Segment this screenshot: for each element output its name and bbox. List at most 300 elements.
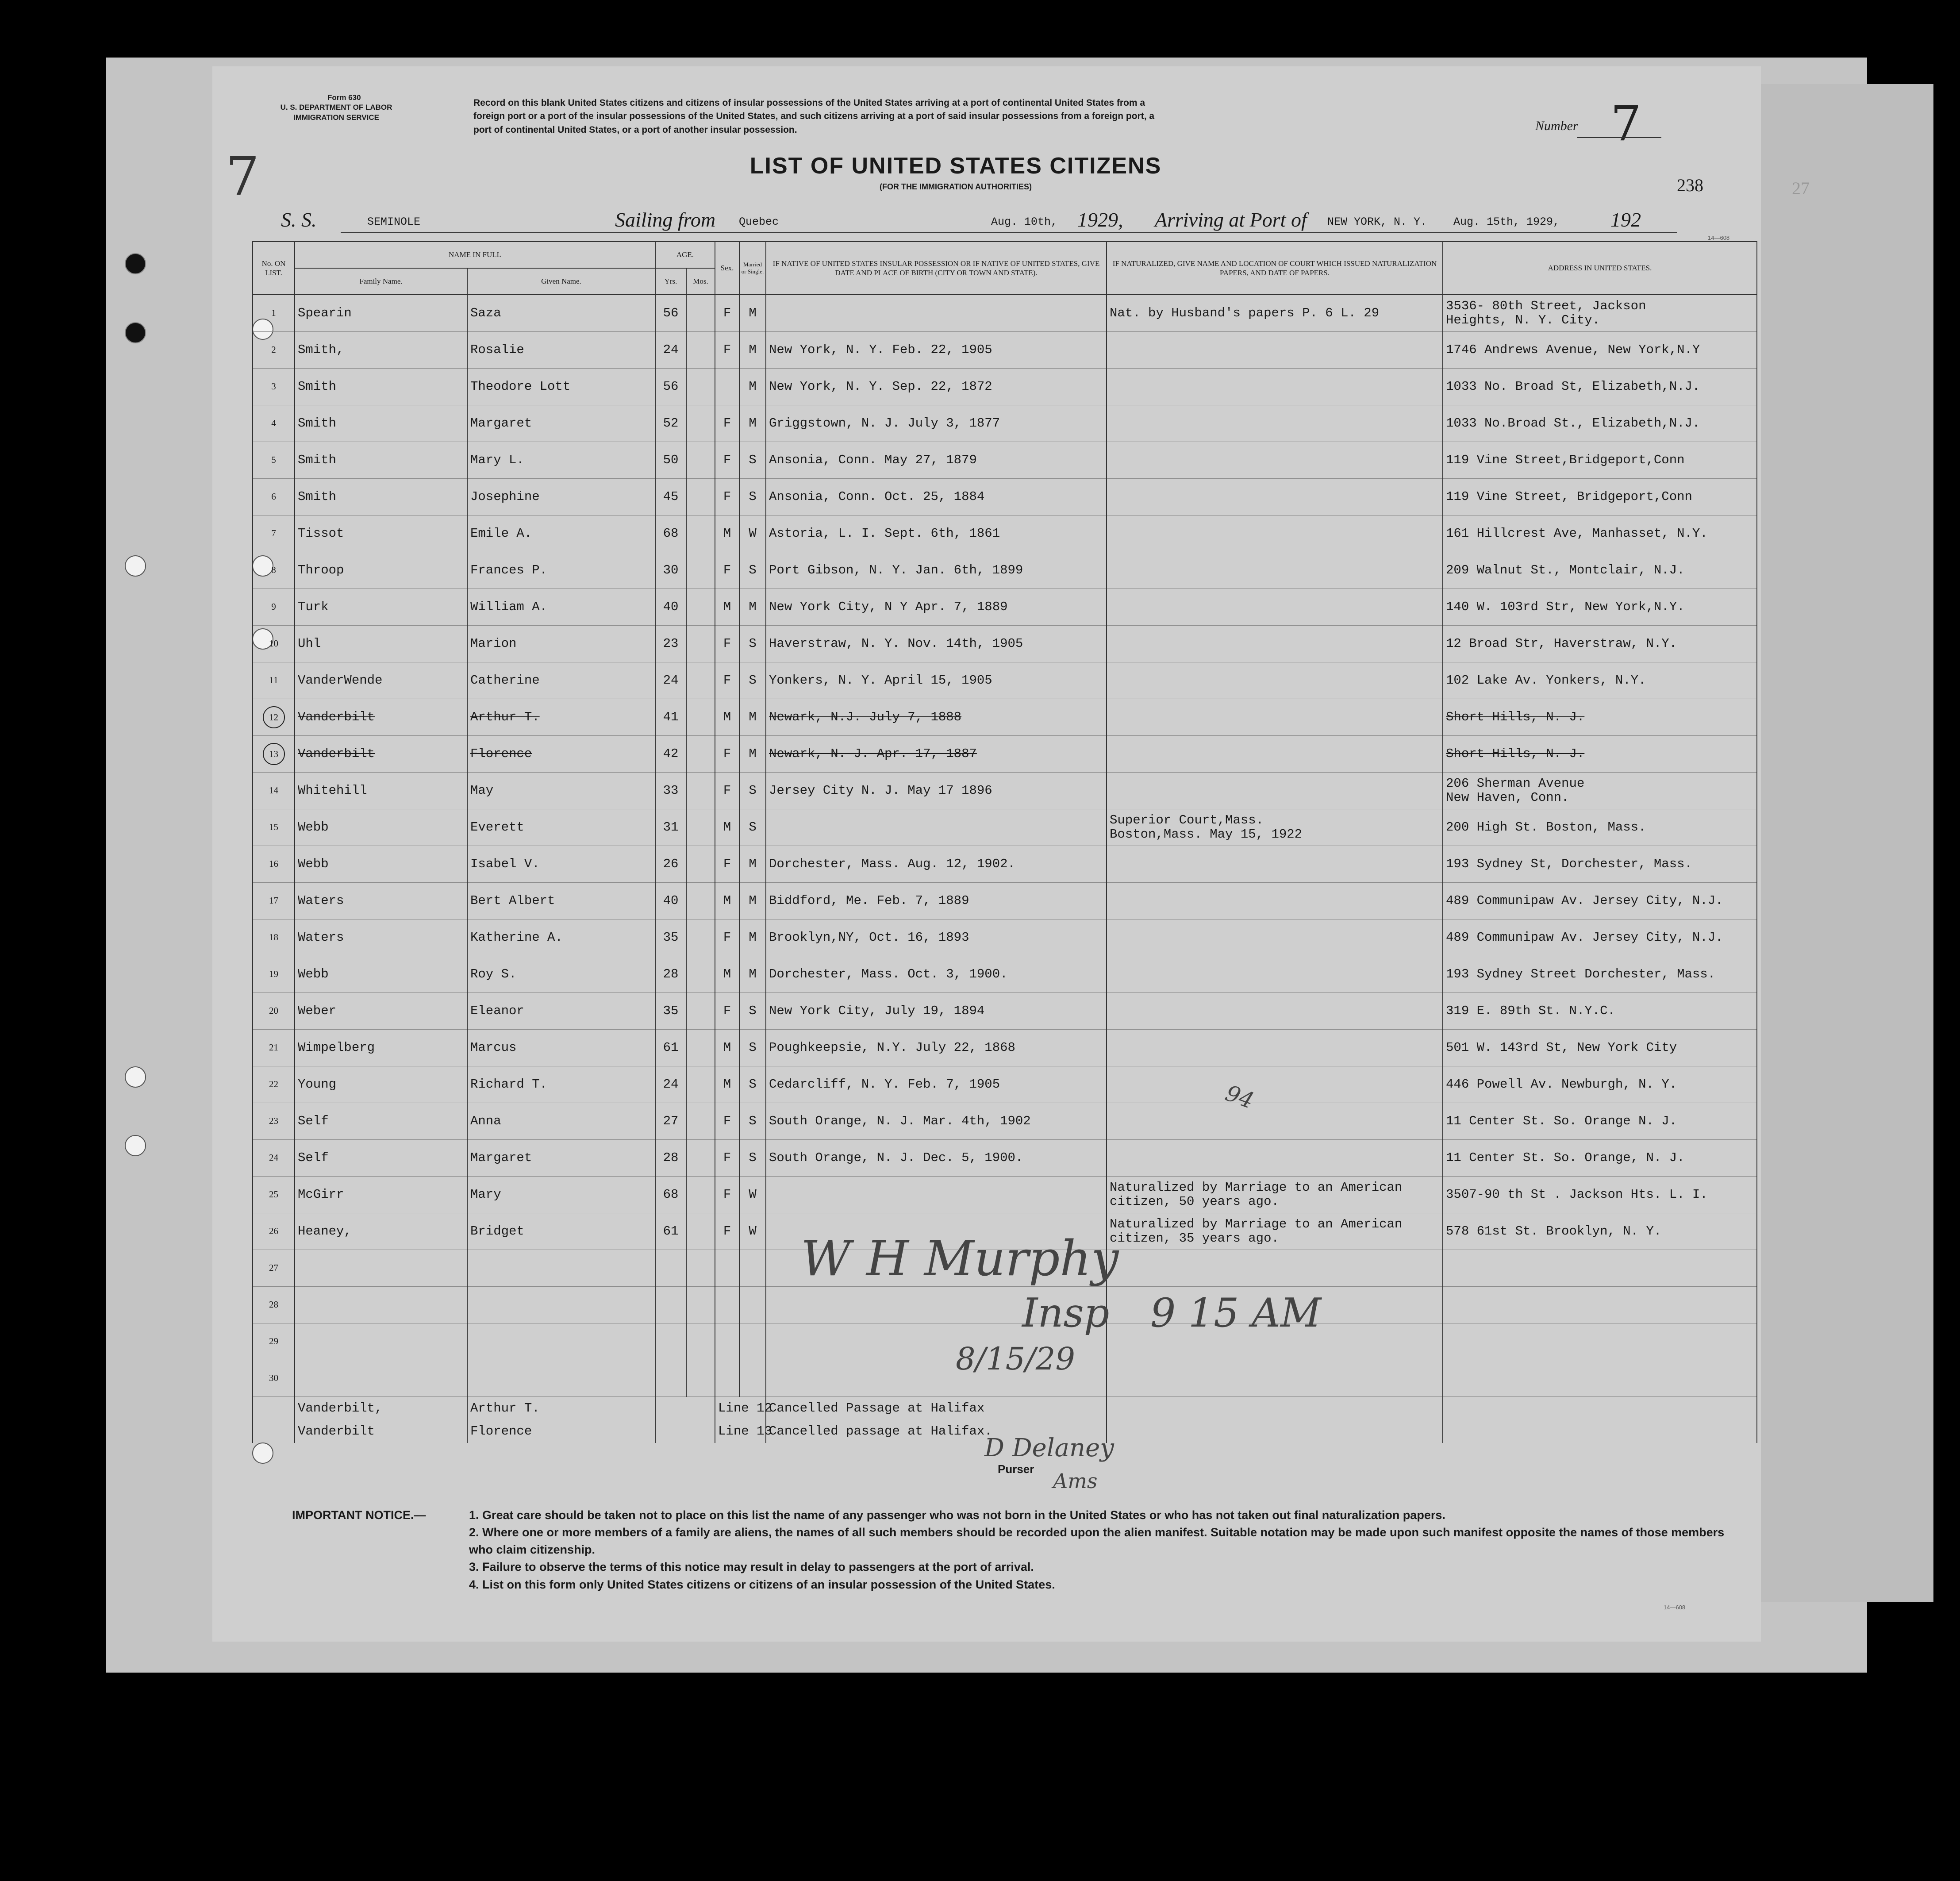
sex [715, 846, 739, 883]
birth-place-date [766, 1030, 1107, 1066]
age-years [655, 405, 686, 442]
age-months [686, 442, 715, 479]
marital-status-text: S [749, 563, 757, 578]
us-address [1443, 589, 1757, 626]
given-name [467, 883, 655, 919]
row-number [253, 515, 295, 552]
given-name [467, 1287, 655, 1323]
birth-place-date [766, 515, 1107, 552]
sex-text: F [723, 1224, 731, 1239]
sex [715, 699, 739, 736]
table-row [253, 332, 1757, 369]
family-name [295, 552, 467, 589]
given-name [467, 1360, 655, 1397]
given-name-text: Emile A. [470, 526, 532, 541]
naturalization [1107, 515, 1443, 552]
marital-status-text: S [749, 489, 757, 504]
given-name [467, 809, 655, 846]
us-address [1443, 1140, 1757, 1177]
marital-status [739, 1323, 766, 1360]
naturalization [1107, 405, 1443, 442]
table-row [253, 883, 1757, 919]
family-name [295, 1360, 467, 1397]
family-name-text: Heaney, [298, 1224, 352, 1239]
sex-text: F [723, 306, 731, 321]
age-years-text: 41 [663, 710, 679, 725]
us-address [1443, 993, 1757, 1030]
age-years-text: 61 [663, 1040, 679, 1055]
age-months [686, 515, 715, 552]
family-name-text: Smith, [298, 342, 344, 358]
instructions [473, 96, 1482, 137]
given-name-text: Marcus [470, 1040, 517, 1055]
age-years-text: 24 [663, 673, 679, 688]
given-name-text: Mary L. [470, 453, 524, 468]
age-years [655, 1213, 686, 1250]
naturalization [1107, 1140, 1443, 1177]
row-number-text: 9 [271, 601, 276, 612]
age-months [686, 1287, 715, 1323]
given-name [467, 1103, 655, 1140]
sex [715, 956, 739, 993]
naturalization [1107, 662, 1443, 699]
age-months [686, 993, 715, 1030]
given-name-text: Eleanor [470, 1004, 524, 1019]
table-row [253, 773, 1757, 809]
row-number [253, 626, 295, 662]
ss-label: S. S. [281, 208, 317, 231]
given-name [467, 919, 655, 956]
stamp-number: 94 [1222, 1080, 1257, 1114]
service: IMMIGRATION SERVICE [293, 113, 379, 122]
marital-status-text: S [749, 673, 757, 688]
given-name [467, 626, 655, 662]
cancel-line: Line 13 [715, 1420, 766, 1443]
birth-place-date-text: Yonkers, N. Y. April 15, 1905 [769, 673, 992, 688]
family-name [295, 589, 467, 626]
row-number-text: 26 [269, 1226, 278, 1237]
age-years [655, 1250, 686, 1287]
marital-status-text: M [749, 967, 757, 982]
age-months [686, 883, 715, 919]
us-address-text: 1033 No. Broad St, Elizabeth,N.J. [1446, 379, 1700, 394]
age-years-text: 35 [663, 930, 679, 945]
form-id [327, 93, 361, 103]
year-from: 1929, [1077, 208, 1123, 231]
birth-place-date-text: Biddford, Me. Feb. 7, 1889 [769, 893, 969, 908]
us-address [1443, 699, 1757, 736]
form-number: Form 630 [327, 93, 361, 102]
marital-status-text: M [749, 342, 757, 358]
age-months [686, 332, 715, 369]
col-mos: Mos. [686, 268, 715, 295]
marital-status [739, 1287, 766, 1323]
us-address [1443, 1103, 1757, 1140]
row-number-text: 12 [263, 706, 285, 728]
naturalization [1107, 956, 1443, 993]
given-name [467, 993, 655, 1030]
row-number [253, 1177, 295, 1213]
sex-text: M [723, 600, 731, 615]
us-address-text: 3536- 80th Street, Jackson [1446, 299, 1646, 314]
age-years [655, 883, 686, 919]
cancel-spacer [655, 1420, 715, 1443]
given-name [467, 699, 655, 736]
age-years [655, 956, 686, 993]
given-name [467, 405, 655, 442]
marital-status-text: M [749, 710, 757, 725]
naturalization [1107, 552, 1443, 589]
table-row [253, 809, 1757, 846]
row-number-text: 4 [271, 418, 276, 429]
birth-place-date [766, 809, 1107, 846]
row-number [253, 883, 295, 919]
family-name-text: Self [298, 1114, 329, 1129]
naturalization [1107, 442, 1443, 479]
naturalization [1107, 809, 1443, 846]
table-row [253, 442, 1757, 479]
age-months [686, 846, 715, 883]
given-name [467, 1140, 655, 1177]
given-name-text: Katherine A. [470, 930, 563, 945]
given-name [467, 515, 655, 552]
family-name-text: Smith [298, 489, 337, 504]
margin-handwritten-mark: 7 [226, 146, 260, 208]
row-number-text: 10 [269, 638, 278, 649]
us-address-text: 501 W. 143rd St, New York City [1446, 1040, 1677, 1055]
marital-status-text: S [749, 1040, 757, 1055]
marital-status [739, 1103, 766, 1140]
us-address-text: 193 Sydney St, Dorchester, Mass. [1446, 857, 1692, 872]
sex [715, 1213, 739, 1250]
us-address-text: 3507-90 th St . Jackson Hts. L. I. [1446, 1187, 1708, 1202]
given-name-text: Richard T. [470, 1077, 548, 1092]
voyage-underline [341, 232, 1677, 233]
birth-place-date [766, 919, 1107, 956]
family-name-text: Uhl [298, 636, 321, 651]
naturalization [1107, 1360, 1443, 1397]
naturalization [1107, 1103, 1443, 1140]
us-address [1443, 1287, 1757, 1323]
marital-status [739, 405, 766, 442]
family-name [295, 515, 467, 552]
purser-mark: Ams [1053, 1469, 1098, 1493]
birth-place-date [766, 626, 1107, 662]
table-row [253, 405, 1757, 442]
sex [715, 589, 739, 626]
age-years-text: 26 [663, 857, 679, 872]
footer-code: 14—608 [1664, 1604, 1686, 1611]
naturalization [1107, 883, 1443, 919]
age-years [655, 552, 686, 589]
row-number [253, 846, 295, 883]
row-number-text: 30 [269, 1373, 278, 1384]
given-name-text: Josephine [470, 489, 540, 504]
naturalization [1107, 993, 1443, 1030]
age-years [655, 479, 686, 515]
table-row [253, 993, 1757, 1030]
cancel-family: Vanderbilt, [295, 1397, 467, 1420]
instruction-line: foreign port or a port of the insular possessions of the United States, and such citizens arriving at a port of said insular possessions from a foreign port, a [473, 111, 1155, 122]
cancel-family: Vanderbilt [295, 1420, 467, 1443]
us-address [1443, 736, 1757, 773]
sex-text: F [723, 342, 731, 358]
family-name-text: Spearin [298, 306, 352, 321]
cancel-spacer [253, 1397, 295, 1420]
naturalization [1107, 699, 1443, 736]
sex [715, 405, 739, 442]
sex-text: F [723, 636, 731, 651]
family-name-text: Webb [298, 820, 329, 835]
sex-text: F [723, 673, 731, 688]
family-name [295, 1030, 467, 1066]
page-number: 238 [1677, 175, 1703, 195]
naturalization [1107, 626, 1443, 662]
sex [715, 773, 739, 809]
given-name-text: Saza [470, 306, 501, 321]
row-number [253, 919, 295, 956]
list-number: 7 [1610, 95, 1641, 152]
col-married: Married or Single. [739, 242, 766, 295]
age-months [686, 295, 715, 332]
age-months [686, 552, 715, 589]
naturalization-text: Nat. by Husband's papers P. 6 L. 29 [1110, 306, 1380, 321]
col-sex: Sex. [715, 242, 739, 295]
birth-place-date [766, 1066, 1107, 1103]
table-row [253, 369, 1757, 405]
cancel-spacer [1443, 1420, 1757, 1443]
marital-status [739, 773, 766, 809]
row-number [253, 699, 295, 736]
marital-status [739, 919, 766, 956]
us-address [1443, 1360, 1757, 1397]
notice-lead: IMPORTANT NOTICE.— [292, 1508, 426, 1522]
cancel-spacer [1107, 1420, 1443, 1443]
marital-status [739, 479, 766, 515]
row-number [253, 1250, 295, 1287]
given-name [467, 332, 655, 369]
family-name-text: McGirr [298, 1187, 344, 1202]
family-name [295, 809, 467, 846]
birth-place-date [766, 442, 1107, 479]
age-years-text: 40 [663, 893, 679, 908]
sex-text: F [723, 1004, 731, 1019]
sex [715, 919, 739, 956]
binder-hole [125, 1135, 146, 1156]
birth-place-date-text: Griggstown, N. J. July 3, 1877 [769, 416, 1000, 431]
cancel-line: Line 12 [715, 1397, 766, 1420]
given-name [467, 662, 655, 699]
birth-place-date [766, 332, 1107, 369]
us-address-line2: New Haven, Conn. [1446, 790, 1569, 805]
age-years [655, 846, 686, 883]
us-address [1443, 295, 1757, 332]
given-name-text: Margaret [470, 416, 532, 431]
table-row [253, 552, 1757, 589]
marital-status-text: M [749, 306, 757, 321]
family-name [295, 1140, 467, 1177]
family-name [295, 1066, 467, 1103]
marital-status [739, 1250, 766, 1287]
given-name [467, 589, 655, 626]
birth-place-date [766, 479, 1107, 515]
naturalization [1107, 773, 1443, 809]
row-number [253, 1287, 295, 1323]
marital-status [739, 626, 766, 662]
row-number [253, 1103, 295, 1140]
sex [715, 479, 739, 515]
family-name [295, 846, 467, 883]
purser-label: Purser [998, 1462, 1034, 1476]
date-to: Aug. 15th, 1929, [1453, 215, 1560, 228]
given-name [467, 1213, 655, 1250]
age-years [655, 809, 686, 846]
age-months [686, 1177, 715, 1213]
us-address-text: 489 Communipaw Av. Jersey City, N.J. [1446, 930, 1723, 945]
given-name [467, 1323, 655, 1360]
marital-status [739, 369, 766, 405]
naturalization [1107, 1213, 1443, 1250]
sex [715, 332, 739, 369]
us-address-text: 1033 No.Broad St., Elizabeth,N.J. [1446, 416, 1700, 431]
marital-status [739, 883, 766, 919]
age-months [686, 773, 715, 809]
marital-status-text: S [749, 783, 757, 798]
row-number-text: 7 [271, 528, 276, 539]
age-years [655, 1177, 686, 1213]
age-months [686, 956, 715, 993]
given-name [467, 1250, 655, 1287]
naturalization [1107, 295, 1443, 332]
family-name-text: Young [298, 1077, 337, 1092]
age-months [686, 1103, 715, 1140]
sex-text: M [723, 1077, 731, 1092]
marital-status-text: M [749, 746, 757, 762]
birth-place-date-text: Astoria, L. I. Sept. 6th, 1861 [769, 526, 1000, 541]
us-address [1443, 662, 1757, 699]
marital-status-text: W [749, 1187, 757, 1202]
marital-status [739, 699, 766, 736]
birth-place-date-text: Dorchester, Mass. Aug. 12, 1902. [769, 857, 1015, 872]
naturalization [1107, 736, 1443, 773]
us-address [1443, 1030, 1757, 1066]
row-number-text: 19 [269, 969, 278, 980]
notice-item: 2. Where one or more members of a family are aliens, the names of all such members should be recorded upon the alien manifest. Suitable notation may be made upon such manifest opposite the names of those members who claim citizenship. [469, 1526, 1725, 1557]
birth-place-date [766, 736, 1107, 773]
marital-status-text: M [749, 930, 757, 945]
sex-text: F [723, 489, 731, 504]
cancel-spacer [1107, 1397, 1443, 1420]
age-months [686, 1213, 715, 1250]
age-months [686, 405, 715, 442]
age-months [686, 1030, 715, 1066]
family-name-text: Smith [298, 453, 337, 468]
table-row [253, 626, 1757, 662]
given-name-text: Roy S. [470, 967, 517, 982]
col-family: Family Name. [295, 268, 467, 295]
marital-status-text: M [749, 379, 757, 394]
family-name-text: Waters [298, 930, 344, 945]
age-years-text: 45 [663, 489, 679, 504]
birth-place-date-text: New York, N. Y. Feb. 22, 1905 [769, 342, 992, 358]
given-name-text: Arthur T. [470, 710, 540, 725]
age-years [655, 295, 686, 332]
row-number-text: 3 [271, 381, 276, 392]
us-address [1443, 1066, 1757, 1103]
age-months [686, 736, 715, 773]
naturalization-text: Naturalized by Marriage to an American [1110, 1180, 1403, 1195]
given-name-text: Isabel V. [470, 857, 540, 872]
age-years [655, 626, 686, 662]
naturalization [1107, 332, 1443, 369]
marital-status-text: S [749, 636, 757, 651]
row-number [253, 773, 295, 809]
table-row [253, 1140, 1757, 1177]
sex-text: M [723, 820, 731, 835]
given-name-text: Frances P. [470, 563, 548, 578]
back-page-number: 27 [1792, 178, 1810, 198]
marital-status-text: M [749, 600, 757, 615]
given-name-text: Margaret [470, 1150, 532, 1166]
binder-hole [125, 253, 146, 274]
marital-status-text: W [749, 526, 757, 541]
family-name-text: Vanderbilt [298, 746, 375, 762]
given-name-text: William A. [470, 600, 548, 615]
birth-place-date-text: New York, N. Y. Sep. 22, 1872 [769, 379, 992, 394]
family-name [295, 1323, 467, 1360]
family-name-text: Vanderbilt [298, 710, 375, 725]
sex [715, 1323, 739, 1360]
given-name [467, 1177, 655, 1213]
age-years-text: 23 [663, 636, 679, 651]
binder-hole [125, 322, 146, 343]
sex [715, 295, 739, 332]
col-name-in-full: NAME IN FULL [295, 242, 655, 268]
row-number-text: 15 [269, 822, 278, 833]
marital-status-text: M [749, 416, 757, 431]
age-years [655, 1360, 686, 1397]
us-address [1443, 956, 1757, 993]
birth-place-date [766, 699, 1107, 736]
us-address [1443, 809, 1757, 846]
marital-status [739, 993, 766, 1030]
birth-place-date-text: South Orange, N. J. Mar. 4th, 1902 [769, 1114, 1031, 1129]
us-address-text: 446 Powell Av. Newburgh, N. Y. [1446, 1077, 1677, 1092]
row-number [253, 662, 295, 699]
us-address [1443, 1323, 1757, 1360]
family-name-text: Throop [298, 563, 344, 578]
age-months [686, 1360, 715, 1397]
row-number-text: 2 [271, 344, 276, 355]
us-address [1443, 1177, 1757, 1213]
birth-place-date [766, 993, 1107, 1030]
row-number [253, 1140, 295, 1177]
sex-text: F [723, 563, 731, 578]
given-name [467, 442, 655, 479]
sex [715, 1177, 739, 1213]
sex [715, 809, 739, 846]
col-naturalized: IF NATURALIZED, GIVE NAME AND LOCATION OF COURT WHICH ISSUED NATURALIZATION PAPERS, AND DATE OF PAPERS. [1107, 242, 1443, 295]
sex [715, 1360, 739, 1397]
age-months [686, 626, 715, 662]
marital-status [739, 1213, 766, 1250]
family-name [295, 1213, 467, 1250]
us-address-text: Short Hills, N. J. [1446, 746, 1585, 762]
us-address-text: 119 Vine Street,Bridgeport,Conn [1446, 453, 1685, 468]
us-address-text: 119 Vine Street, Bridgeport,Conn [1446, 489, 1692, 504]
birth-place-date [766, 405, 1107, 442]
row-number [253, 442, 295, 479]
